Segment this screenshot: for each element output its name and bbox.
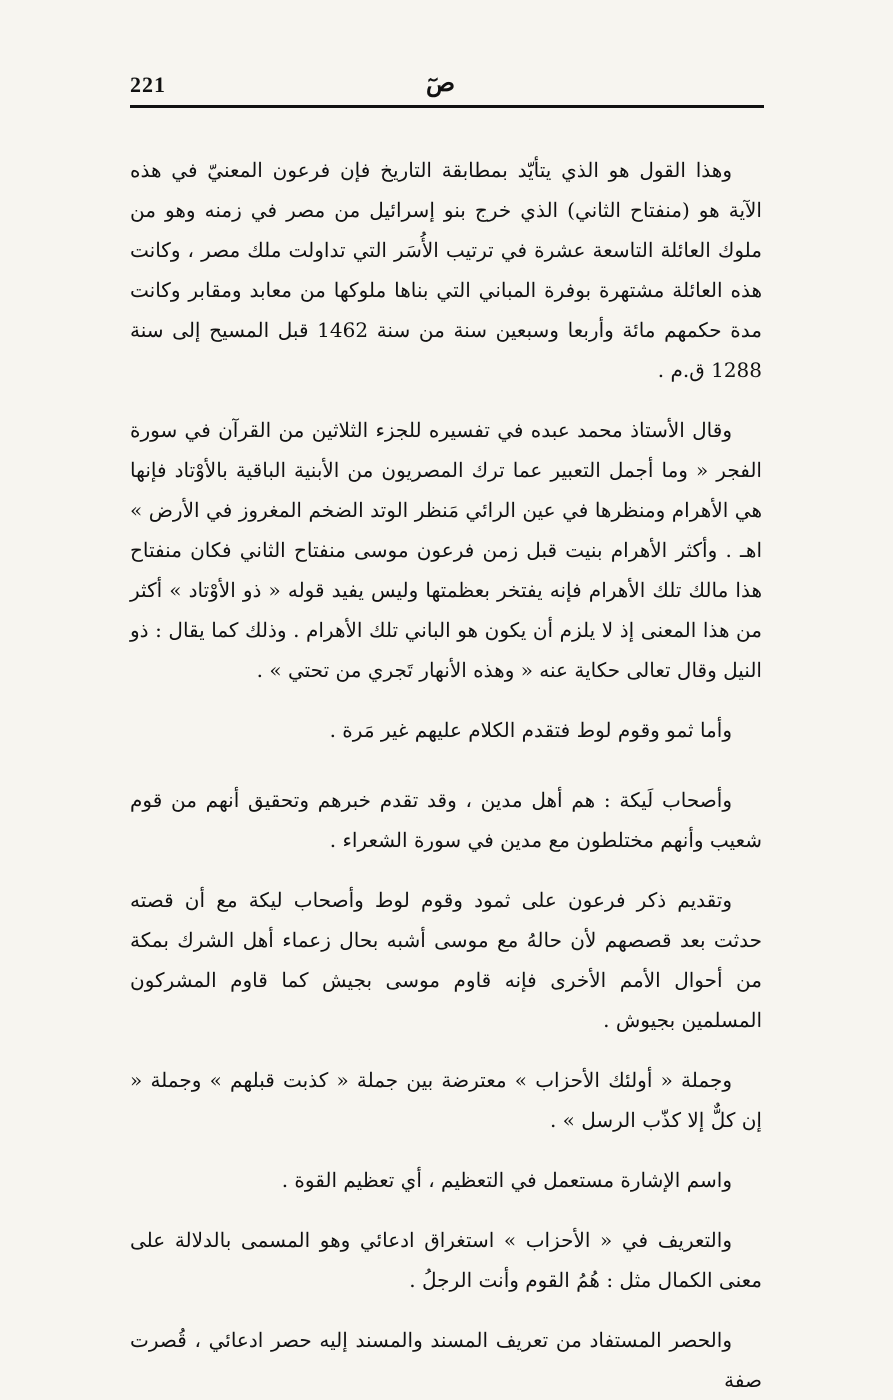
paragraph: وأما ثمو وقوم لوط فتقدم الكلام عليهم غير مَرة . (329, 718, 732, 742)
page-number: 221 (130, 72, 166, 97)
paragraph: والحصر المستفاد من تعريف المسند والمسند إليه حصر ادعائي ، قُصرت صفة (130, 1328, 762, 1392)
paragraph: واسم الإشارة مستعمل في التعظيم ، أي تعظيم القوة . (281, 1168, 732, 1192)
paragraph: وتقديم ذكر فرعون على ثمود وقوم لوط وأصحاب ليكة مع أن قصته حدثت بعد قصصهم لأن حالهُ مع موسى أشبه بحال زعماء أهل الشرك بمكة من أحوال الأمم الأخرى فإنه قاوم موسى بجيش كما قاوم المشركون المسلمين بجيوش . (130, 888, 762, 1032)
paragraph: وقال الأستاذ محمد عبده في تفسيره للجزء الثلاثين من القرآن في سورة الفجر « وما أجمل التعبير عما ترك المصريون من الأبنية الباقية بالأوْتاد فإنها هي الأهرام ومنظرها في عين الرائي مَنظر الوتد الضخم المغروز في الأرض » اهـ . وأكثر الأهرام بنيت قبل زمن فرعون موسى منفتاح الثاني فكان منفتاح هذا مالك تلك الأهرام فإنه يفتخر بعظمتها وليس يفيد قوله « ذو الأوْتاد » أكثر من هذا المعنى إذ لا يلزم أن يكون هو الباني تلك الأهرام . وذلك كما يقال : ذو النيل وقال تعالى حكاية عنه « وهذه الأنهار تَجري من تحتي » . (130, 418, 762, 682)
header-rule (130, 105, 764, 108)
paragraph: وجملة « أولئك الأحزاب » معترضة بين جملة « كذبت قبلهم » وجملة « إن كلٌّ إلا كذّب الرسل » . (130, 1068, 762, 1132)
surah-title: صٓ (426, 68, 456, 97)
page-body (130, 150, 762, 1400)
paragraph: وهذا القول هو الذي يتأيّد بمطابقة التاريخ فإن فرعون المعنيّ في هذه الآية هو (منفتاح الثاني) الذي خرج بنو إسرائيل من مصر في زمنه وهو من ملوك العائلة التاسعة عشرة في ترتيب الأُسَر التي تداولت ملك مصر ، وكانت هذه العائلة مشتهرة بوفرة المباني التي بناها ملوكها من معابد ومقابر وكانت مدة حكمهم مائة وأربعا وسبعين سنة من سنة 1462 قبل المسيح إلى سنة 1288 ق.م . (130, 158, 762, 382)
paragraph: والتعريف في « الأحزاب » استغراق ادعائي وهو المسمى بالدلالة على معنى الكمال مثل : هُمُ القوم وأنت الرجلُ . (130, 1228, 762, 1292)
page-header (130, 68, 762, 104)
paragraph: وأصحاب لَيكة : هم أهل مدين ، وقد تقدم خبرهم وتحقيق أنهم من قوم شعيب وأنهم مختلطون مع مدين في سورة الشعراء . (130, 788, 762, 852)
